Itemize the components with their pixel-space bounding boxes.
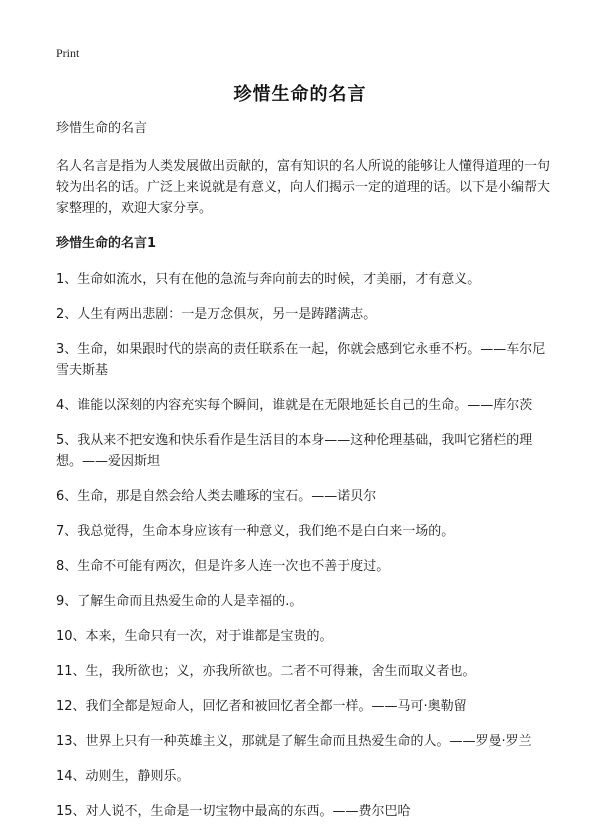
quote-item: 3、生命，如果跟时代的崇高的责任联系在一起，你就会感到它永垂不朽。——车尔尼雪夫斯基 xyxy=(56,342,546,378)
quote-item: 10、本来，生命只有一次，对于谁都是宝贵的。 xyxy=(56,629,333,644)
quote-item: 1、生命如流水，只有在他的急流与奔向前去的时候，才美丽，才有意义。 xyxy=(56,272,481,287)
quote-item: 2、人生有两出悲剧：一是万念俱灰，另一是踌躇满志。 xyxy=(56,307,377,322)
quote-item: 8、生命不可能有两次，但是许多人连一次也不善于度过。 xyxy=(56,559,390,574)
quote-item: 6、生命，那是自然会给人类去雕琢的宝石。——诺贝尔 xyxy=(56,489,377,504)
document-subtitle: 珍惜生命的名言 xyxy=(56,121,148,136)
print-link[interactable]: Print xyxy=(56,46,80,60)
quote-item: 13、世界上只有一种英雄主义，那就是了解生命而且热爱生命的人。——罗曼·罗兰 xyxy=(56,734,532,749)
quote-item: 4、谁能以深刻的内容充实每个瞬间，谁就是在无限地延长自己的生命。——库尔茨 xyxy=(56,398,533,413)
intro-paragraph: 名人名言是指为人类发展做出贡献的，富有知识的名人所说的能够让人懂得道理的一句较为出名的话。广泛上来说就是有意义，向人们揭示一定的道理的话。以下是小编帮大家整理的，欢迎大家分享。 xyxy=(56,159,551,216)
quote-item: 9、了解生命而且热爱生命的人是幸福的.。 xyxy=(56,594,303,609)
quote-item: 15、对人说不，生命是一切宝物中最高的东西。——费尔巴哈 xyxy=(56,804,411,819)
quote-item: 5、我从来不把安逸和快乐看作是生活目的本身——这种伦理基础，我叫它猪栏的理想。——爱因斯坦 xyxy=(56,433,533,469)
quote-item: 11、生，我所欲也；义，亦我所欲也。二者不可得兼，舍生而取义者也。 xyxy=(56,664,476,679)
section-heading: 珍惜生命的名言1 xyxy=(56,236,157,251)
quote-item: 14、动则生，静则乐。 xyxy=(56,769,190,784)
document-body xyxy=(56,118,550,836)
page-title: 珍惜生命的名言 xyxy=(233,84,367,105)
quote-item: 12、我们全都是短命人，回忆者和被回忆者全都一样。——马可·奥勒留 xyxy=(56,699,467,714)
quote-item: 7、我总觉得，生命本身应该有一种意义，我们绝不是白白来一场的。 xyxy=(56,524,455,539)
